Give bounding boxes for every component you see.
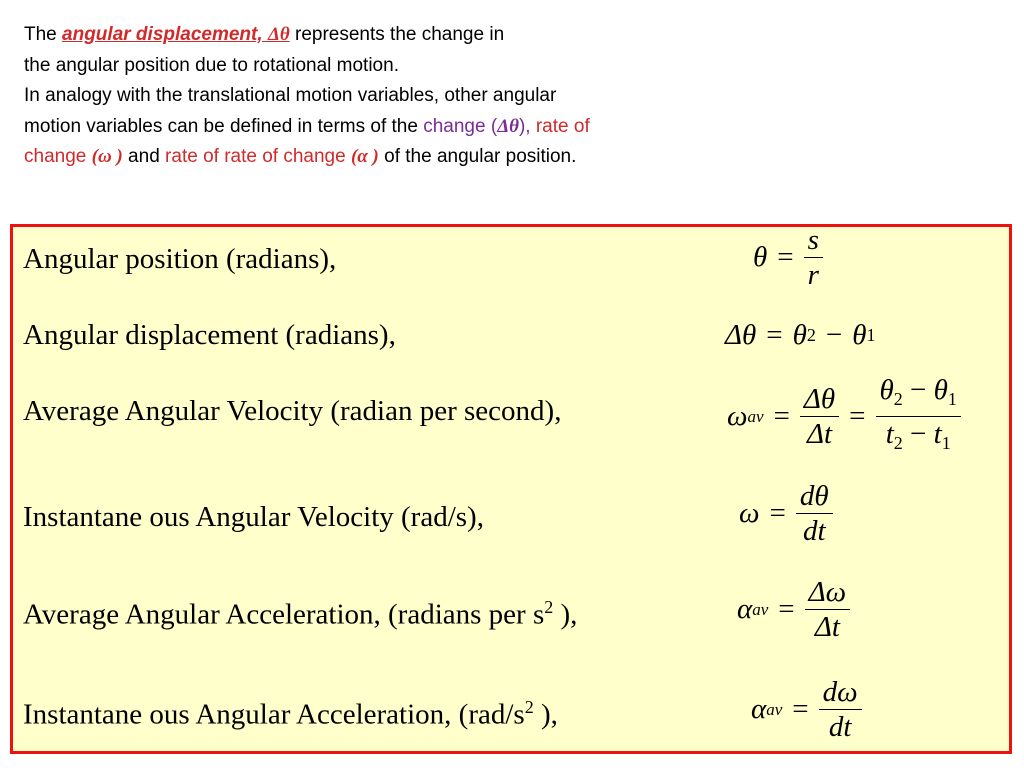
eq-instantaneous-angular-acceleration: α av = $\frac{d\omega}{dt}$ (751, 675, 862, 744)
fraction-s-over-r: $\frac{s}{r}$ (804, 223, 823, 292)
eq-average-angular-velocity: ω av = $\frac{\Delta\theta}{\Delta t}$ = $\frac{\theta_2 - \theta_1}{t_2 - t_1}$ (727, 373, 961, 460)
eq-instantaneous-angular-velocity: ω = $\frac{d\theta}{dt}$ (739, 479, 833, 548)
omega-symbol: (ω ) (91, 146, 123, 167)
intro-paragraph: The angular displacement, Δθ represents the change in the angular position due to rotational motion. In analogy with the translational motion variables, other angular motion variables can be defined in terms of the change (Δθ), rate of change (ω ) and rate of rate of change (α ) of the angular position. (24, 24, 590, 167)
row-inst-accel-label: Instantane ous Angular Acceleration, ($rad/s^2$ ), (23, 697, 558, 731)
rate-of-term: rate of (530, 115, 590, 137)
fraction-domega-dt: $\frac{d\omega}{dt}$ (819, 675, 862, 744)
fraction-domega-over-dt: $\frac{\Delta\omega}{\Delta t}$ (805, 575, 851, 644)
alpha-symbol: (α ) (350, 146, 379, 167)
angular-displacement-term: angular displacement, Δθ (62, 24, 290, 45)
change-term: change (Δθ), (423, 115, 531, 137)
row-displacement-label: Angular displacement (radians), (23, 319, 396, 351)
change-term-2: change (24, 146, 92, 167)
intro-the: The (24, 24, 57, 45)
fraction-dtheta-over-dt: $\frac{\Delta\theta}{\Delta t}$ (800, 382, 839, 451)
intro-line-3: In analogy with the translational motion variables, other angular (24, 85, 557, 106)
fraction-dtheta-dt: $\frac{d\theta}{dt}$ (796, 479, 833, 548)
row-inst-velocity-label: Instantane ous Angular Velocity (rad/s), (23, 501, 484, 533)
eq-angular-position: θ = $\frac{s}{r}$ (753, 223, 823, 292)
rate-of-rate-term: rate of rate of change (165, 146, 351, 167)
fraction-theta-diff-over-t-diff: $\frac{\theta_2 - \theta_1}{t_2 - t_1}$ (876, 373, 961, 460)
eq-average-angular-acceleration: α av = $\frac{\Delta\omega}{\Delta t}$ (737, 575, 850, 644)
intro-line-2: the angular position due to rotational motion. (24, 54, 399, 76)
eq-angular-displacement: Δθ = θ 2 − θ 1 (725, 319, 876, 351)
formula-box (10, 224, 1012, 754)
intro-line-4: motion variables can be defined in terms of the (24, 115, 424, 137)
row-avg-accel-label: Average Angular Acceleration, (radians per $s^2$ ), (23, 597, 578, 631)
row-position-label: Angular position (radians), (23, 243, 337, 275)
row-avg-velocity-label: Average Angular Velocity (radian per second), (23, 395, 562, 427)
